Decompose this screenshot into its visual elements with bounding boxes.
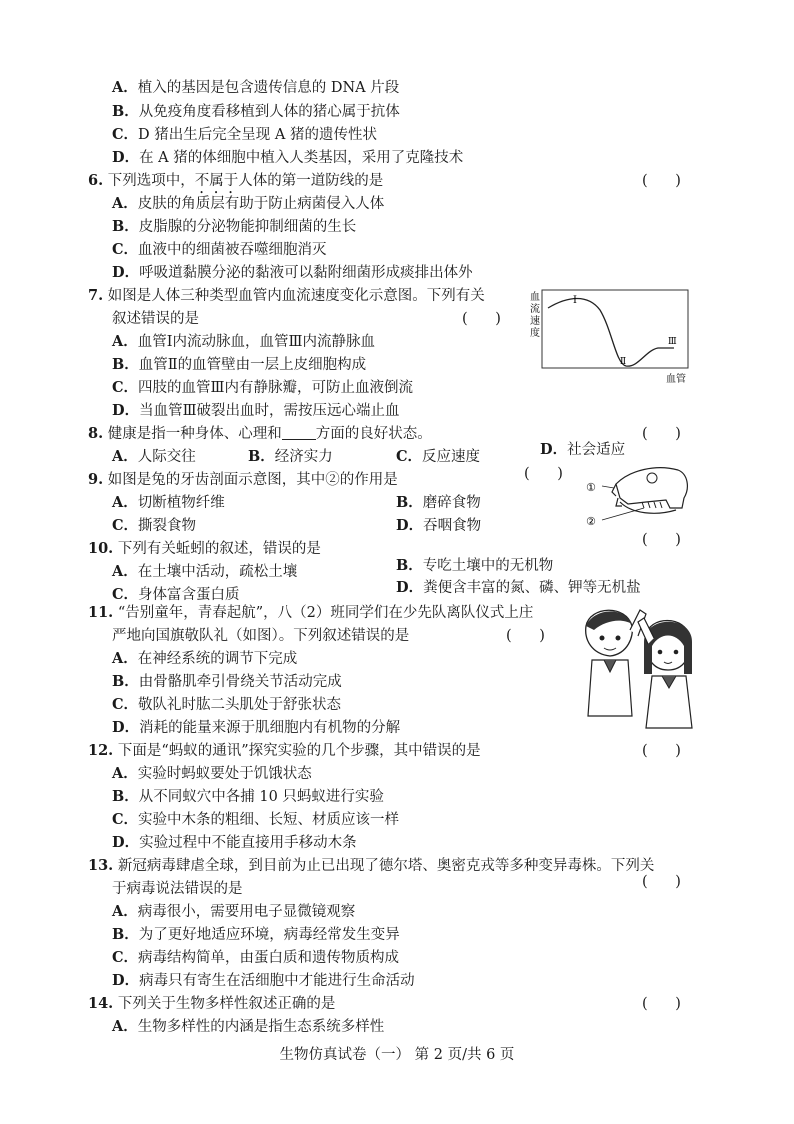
y-axis-label: 流 xyxy=(530,304,540,315)
q12-option-b xyxy=(112,787,384,807)
stem-text: 下列关于生物多样性叙述正确的是 xyxy=(117,996,336,1012)
option-letter: B． xyxy=(112,926,139,943)
q11-option-a xyxy=(112,649,297,669)
rabbit-skull-diagram xyxy=(586,458,696,530)
answer-bracket[interactable]: ( ) xyxy=(642,173,681,189)
option-letter: D． xyxy=(112,719,140,736)
option-letter: B． xyxy=(396,494,423,511)
answer-bracket[interactable]: ( ) xyxy=(642,874,681,890)
option-letter: A． xyxy=(112,650,138,667)
option-text: 磨碎食物 xyxy=(422,495,481,511)
stem-text: 健康是指一种身体、心理和 xyxy=(107,426,282,442)
option-text: 粪便含丰富的氮、磷、钾等无机盐 xyxy=(423,580,641,596)
q8-option-d xyxy=(540,440,625,460)
q9-option-c xyxy=(112,516,196,536)
question-number: 10. xyxy=(88,540,114,557)
option-letter: A． xyxy=(112,333,138,350)
q10-stem xyxy=(88,539,321,559)
stem-text: 如图是兔的牙齿剖面示意图，其中②的作用是 xyxy=(107,472,398,488)
q8-stem xyxy=(88,424,432,444)
option-text: 吞咽食物 xyxy=(423,518,482,534)
vessel-label-i: Ⅰ xyxy=(573,295,577,306)
stem-text: 下列选项中， xyxy=(107,173,195,189)
option-text: 专吃土壤中的无机物 xyxy=(422,558,554,574)
skull-outline xyxy=(616,468,687,508)
option-text: 身体富含蛋白质 xyxy=(138,587,240,603)
q10-option-c xyxy=(112,585,240,605)
option-text: 为了更好地适应环境，病毒经常发生变异 xyxy=(138,927,400,943)
boy-figure xyxy=(586,610,646,716)
option-text: 在神经系统的调节下完成 xyxy=(137,651,298,667)
option-text: 植入的基因是包含遗传信息的 DNA 片段 xyxy=(137,80,400,96)
answer-bracket[interactable]: ( ) xyxy=(462,311,501,327)
option-text: 切断植物纤维 xyxy=(137,495,225,511)
option-text: D 猪出生后完全呈现 A 猪的遗传性状 xyxy=(138,127,377,143)
answer-bracket[interactable]: ( ) xyxy=(506,628,545,644)
option-letter: D． xyxy=(112,149,140,166)
y-axis-label: 速 xyxy=(530,316,540,327)
option-text: 呼吸道黏膜分泌的黏液可以黏附细菌形成痰排出体外 xyxy=(139,265,473,281)
q12-stem xyxy=(88,741,481,761)
answer-bracket[interactable]: ( ) xyxy=(642,996,681,1012)
q6-option-d xyxy=(112,263,473,283)
option-letter: D． xyxy=(112,264,140,281)
diagram-frame xyxy=(542,290,688,368)
option-text: 病毒结构简单，由蛋白质和遗传物质构成 xyxy=(138,950,400,966)
option-letter: A． xyxy=(112,903,138,920)
option-text: 血液中的细菌被吞噬细胞消灭 xyxy=(138,242,327,258)
stem-text: 人体的第一道防线的是 xyxy=(238,173,384,189)
q10-option-b xyxy=(396,556,553,576)
y-axis-label: 度 xyxy=(530,328,540,339)
q7-stem-line1 xyxy=(88,286,485,306)
option-letter: C． xyxy=(112,586,139,603)
q11-stem-line2: 严地向国旗敬队礼（如图）。下列叙述错误的是 xyxy=(112,628,410,644)
option-letter: D． xyxy=(396,579,424,596)
option-text: 从不同蚁穴中各捕 10 只蚂蚁进行实验 xyxy=(138,789,384,805)
question-number: 7. xyxy=(88,287,104,304)
option-letter: B． xyxy=(112,103,139,120)
option-letter: B． xyxy=(112,218,139,235)
option-text: 当血管Ⅲ破裂出血时，需按压远心端止血 xyxy=(139,403,400,419)
q13-option-c xyxy=(112,948,399,968)
blood-flow-diagram xyxy=(528,286,694,386)
q7-option-b xyxy=(112,355,366,375)
option-text: 社会适应 xyxy=(567,442,626,458)
option-text: 皮脂腺的分泌物能抑制细菌的生长 xyxy=(138,219,357,235)
option-letter: A． xyxy=(112,79,138,96)
option-text: 皮肤的角质层有助于防止病菌侵入人体 xyxy=(137,196,385,212)
option-text: 撕裂食物 xyxy=(138,518,197,534)
q14-option-a xyxy=(112,1017,384,1037)
q8-option-c xyxy=(396,447,480,467)
stem-text: “告别童年，青春起航”，八（2）班同学们在少先队离队仪式上庄 xyxy=(117,605,534,621)
students-salute-illustration xyxy=(576,596,700,734)
q5-option-b xyxy=(112,102,400,122)
label-2: ② xyxy=(586,515,596,528)
option-letter: C． xyxy=(112,811,139,828)
option-letter: C． xyxy=(112,126,139,143)
option-text: 在土壤中活动，疏松土壤 xyxy=(137,564,298,580)
q11-option-d xyxy=(112,718,400,738)
flow-curve xyxy=(548,299,674,367)
question-number: 12. xyxy=(88,742,114,759)
option-letter: A． xyxy=(112,448,138,465)
q13-option-d xyxy=(112,971,415,991)
q9-option-d xyxy=(396,516,481,536)
answer-bracket[interactable]: ( ) xyxy=(642,532,681,548)
q10-option-a xyxy=(112,562,297,582)
q6-option-b xyxy=(112,217,356,237)
option-letter: C． xyxy=(112,241,139,258)
vessel-label-ii: Ⅱ xyxy=(620,357,627,367)
q10-option-d xyxy=(396,578,641,598)
option-letter: D． xyxy=(396,517,424,534)
q7-option-d xyxy=(112,401,400,421)
vessel-label-iii: Ⅲ xyxy=(668,337,677,347)
stem-text: 下面是“蚂蚁的通讯”探究实验的几个步骤，其中错误的是 xyxy=(117,743,481,759)
option-letter: D． xyxy=(540,441,568,458)
option-letter: D． xyxy=(112,834,140,851)
x-axis-label: 血管 xyxy=(666,374,686,385)
q14-stem xyxy=(88,994,335,1014)
option-letter: B． xyxy=(112,356,139,373)
stem-emphasis: 不属于 xyxy=(194,173,239,189)
q8-option-b xyxy=(248,447,333,467)
q9-option-b xyxy=(396,493,481,513)
q9-stem xyxy=(88,470,398,490)
label-1: ① xyxy=(586,481,596,494)
option-text: 生物多样性的内涵是指生态系统多样性 xyxy=(137,1019,385,1035)
question-number: 11. xyxy=(88,604,114,621)
option-letter: A． xyxy=(112,494,138,511)
y-axis-label: 血 xyxy=(530,292,540,303)
fill-blank[interactable] xyxy=(282,425,316,440)
option-text: 病毒很小，需要用电子显微镜观察 xyxy=(137,904,356,920)
option-letter: B． xyxy=(396,557,423,574)
q7-stem-line2: 叙述错误的是 xyxy=(112,311,199,327)
option-letter: B． xyxy=(112,788,139,805)
q7-option-c xyxy=(112,378,413,398)
option-letter: C． xyxy=(112,696,139,713)
option-text: 反应速度 xyxy=(422,449,481,465)
stem-text: 下列有关蚯蚓的叙述，错误的是 xyxy=(117,541,321,557)
q11-option-c xyxy=(112,695,341,715)
q11-stem-line1 xyxy=(88,603,533,623)
option-text: 由骨骼肌牵引骨绕关节活动完成 xyxy=(138,674,342,690)
q12-option-c xyxy=(112,810,399,830)
question-number: 13. xyxy=(88,857,114,874)
option-letter: D． xyxy=(112,972,140,989)
stem-text: 如图是人体三种类型血管内血流速度变化示意图。下列有关 xyxy=(107,288,485,304)
option-text: 实验中木条的粗细、长短、材质应该一样 xyxy=(138,812,400,828)
option-text: 血管Ⅰ内流动脉血，血管Ⅲ内流静脉血 xyxy=(137,334,375,350)
question-number: 8. xyxy=(88,425,104,442)
q11-option-b xyxy=(112,672,342,692)
eye-socket xyxy=(647,473,657,483)
girl-figure xyxy=(638,618,692,728)
option-text: 四肢的血管Ⅲ内有静脉瓣，可防止血液倒流 xyxy=(138,380,414,396)
option-letter: C． xyxy=(112,517,139,534)
option-letter: B． xyxy=(112,673,139,690)
incisor-upper xyxy=(612,484,616,496)
q5-option-d xyxy=(112,148,463,168)
option-text: 人际交往 xyxy=(137,449,196,465)
q5-option-c xyxy=(112,125,377,145)
option-letter: A． xyxy=(112,195,138,212)
pointer-line xyxy=(602,486,614,488)
option-text: 经济实力 xyxy=(274,449,333,465)
option-letter: B． xyxy=(248,448,275,465)
molars xyxy=(642,502,662,508)
q6-option-a xyxy=(112,194,384,214)
option-text: 在 A 猪的体细胞中植入人类基因，采用了克隆技术 xyxy=(139,150,464,166)
q7-option-a xyxy=(112,332,375,352)
option-text: 从免疫角度看移植到人体的猪心属于抗体 xyxy=(138,104,400,120)
option-text: 消耗的能量来源于肌细胞内有机物的分解 xyxy=(139,720,401,736)
q13-stem-line1 xyxy=(88,856,654,876)
option-text: 敬队礼时肱二头肌处于舒张状态 xyxy=(138,697,342,713)
stem-text: 方面的良好状态。 xyxy=(315,426,432,442)
q8-option-a xyxy=(112,447,196,467)
option-text: 实验过程中不能直接用手移动木条 xyxy=(139,835,357,851)
answer-bracket[interactable]: ( ) xyxy=(642,743,681,759)
q9-option-a xyxy=(112,493,225,513)
q12-option-d xyxy=(112,833,357,853)
option-letter: A． xyxy=(112,765,138,782)
option-letter: A． xyxy=(112,1018,138,1035)
question-number: 6. xyxy=(88,172,104,189)
option-letter: C． xyxy=(396,448,423,465)
q13-option-a xyxy=(112,902,355,922)
option-letter: C． xyxy=(112,949,139,966)
pointer-line xyxy=(602,508,644,520)
answer-bracket[interactable]: ( ) xyxy=(524,466,563,482)
option-text: 实验时蚂蚁要处于饥饿状态 xyxy=(137,766,312,782)
q5-option-a xyxy=(112,78,399,98)
option-letter: A． xyxy=(112,563,138,580)
option-letter: D． xyxy=(112,402,140,419)
question-number: 9. xyxy=(88,471,104,488)
option-letter: C． xyxy=(112,379,139,396)
question-number: 14. xyxy=(88,995,114,1012)
q12-option-a xyxy=(112,764,312,784)
page-footer: 生物仿真试卷（一） 第 2 页/共 6 页 xyxy=(279,1047,515,1063)
q13-stem-line2: 于病毒说法错误的是 xyxy=(112,881,243,897)
answer-bracket[interactable]: ( ) xyxy=(642,426,681,442)
option-text: 血管Ⅱ的血管壁由一层上皮细胞构成 xyxy=(138,357,367,373)
option-text: 病毒只有寄生在活细胞中才能进行生命活动 xyxy=(139,973,415,989)
q6-option-c xyxy=(112,240,327,260)
stem-text: 新冠病毒肆虐全球，到目前为止已出现了德尔塔、奥密克戎等多种变异毒株。下列关 xyxy=(117,858,655,874)
q13-option-b xyxy=(112,925,400,945)
